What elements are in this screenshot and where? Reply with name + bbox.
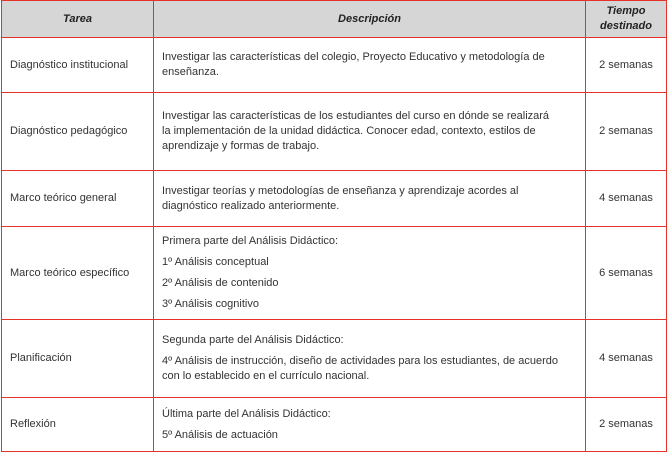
description-line: 5º Análisis de actuación	[162, 428, 278, 441]
description-cell	[154, 227, 586, 320]
time-cell: 4 semanas	[586, 171, 667, 227]
description-line: Primera parte del Análisis Didáctico:	[162, 235, 339, 247]
header-descripcion: Descripción	[154, 1, 586, 38]
table-row	[2, 93, 667, 171]
description-line: enseñanza.	[162, 66, 219, 78]
task-cell: Marco teórico específico	[2, 227, 154, 320]
planning-table	[1, 0, 667, 452]
table-row	[2, 171, 667, 227]
table-row	[2, 398, 667, 452]
description-line: 1º Análisis conceptual	[162, 256, 269, 268]
description-cell	[154, 38, 586, 93]
description-cell	[154, 93, 586, 171]
task-cell: Diagnóstico pedagógico	[2, 93, 154, 171]
description-cell	[154, 171, 586, 227]
table-row	[2, 227, 667, 320]
description-line: 2º Análisis de contenido	[162, 277, 279, 289]
task-cell: Diagnóstico institucional	[2, 38, 154, 93]
task-cell: Reflexión	[2, 398, 154, 452]
time-cell: 2 semanas	[586, 38, 667, 93]
task-cell: Marco teórico general	[2, 171, 154, 227]
header-tiempo	[586, 1, 667, 38]
header-row	[2, 1, 667, 38]
header-tiempo-line2: destinado	[600, 20, 652, 32]
description-line: diagnóstico realizado anteriormente.	[162, 199, 340, 212]
description-line: Investigar las características de los estudiantes del curso en dónde se realizará	[162, 110, 550, 122]
description-line: Investigar teorías y metodologías de enseñanza y aprendizaje acordes al	[162, 184, 519, 197]
description-line: Última parte del Análisis Didáctico:	[162, 407, 331, 420]
description-line: la implementación de la unidad didáctica. Conocer edad, contexto, estilos de	[162, 125, 536, 137]
description-line: Segunda parte del Análisis Didáctico:	[162, 334, 344, 346]
description-cell	[154, 320, 586, 398]
description-line: 4º Análisis de instrucción, diseño de actividades para los estudiantes, de acuerdo	[162, 355, 558, 367]
header-tarea: Tarea	[2, 1, 154, 38]
time-cell: 2 semanas	[586, 93, 667, 171]
time-cell: 2 semanas	[586, 398, 667, 452]
time-cell: 4 semanas	[586, 320, 667, 398]
description-line: Investigar las características del colegio, Proyecto Educativo y metodología de	[162, 51, 545, 63]
table-row	[2, 320, 667, 398]
description-cell	[154, 398, 586, 452]
header-tiempo-line1: Tiempo	[606, 5, 646, 17]
time-cell: 6 semanas	[586, 227, 667, 320]
table-row	[2, 38, 667, 93]
task-cell: Planificación	[2, 320, 154, 398]
description-line: con lo establecido en el currículo nacional.	[162, 370, 370, 382]
description-line: aprendizaje y formas de trabajo.	[162, 140, 320, 152]
description-line: 3º Análisis cognitivo	[162, 298, 259, 310]
